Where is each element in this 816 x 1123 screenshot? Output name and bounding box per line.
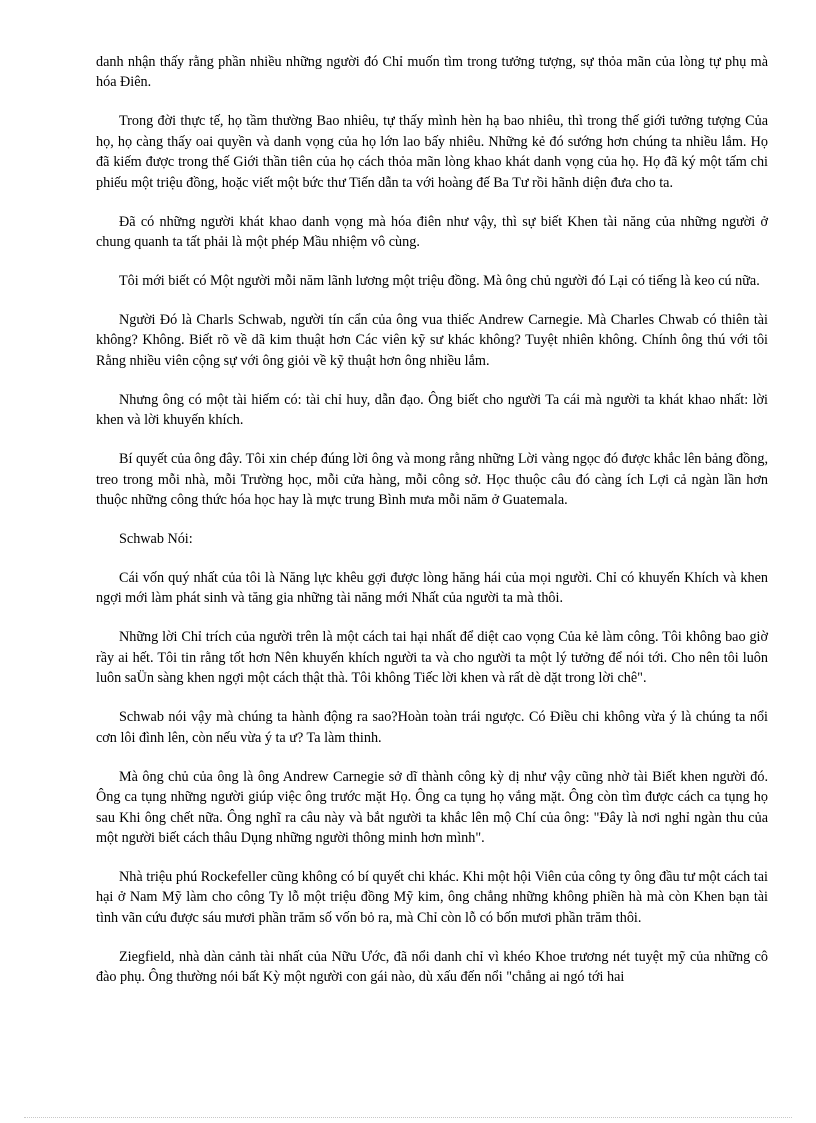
paragraph: Cái vốn quý nhất của tôi là Năng lực khêu gợi được lòng hăng hái của mọi người. Chỉ có khuyến Khích và khen ngợi mới làm phát sinh và tăng gia những tài năng mới Nhất của người ta mà thôi.: [96, 570, 768, 607]
paragraph: Schwab nói vậy mà chúng ta hành động ra sao?Hoàn toàn trái ngược. Có Điều chi không vừa ý là chúng ta nổi cơn lôi đình lên, còn nếu vừa ý ta ư? Ta làm thinh.: [96, 709, 768, 746]
paragraph: Những lời Chỉ trích của người trên là một cách tai hại nhất để diệt cao vọng Của kẻ làm công. Tôi không bao giờ rầy ai hết. Tôi tin rằng tốt hơn Nên khuyến khích người ta và cho người ta một lý tưởng để nói tới. Cho nên tôi luôn luôn saÜn sàng khen ngợi một cách thật thà. Tôi không Tiếc lời khen và rất dè dặt trong lời chê".: [96, 629, 768, 687]
paragraph: Nhưng ông có một tài hiếm có: tài chỉ huy, dẫn đạo. Ông biết cho người Ta cái mà người ta khát khao nhất: lời khen và lời khuyến khích.: [96, 391, 768, 429]
paragraph: Tôi mới biết có Một người mỗi năm lãnh lương một triệu đồng. Mà ông chủ người đó Lại có tiếng là keo cú nữa.: [119, 273, 760, 290]
paragraph: Ziegfield, nhà dàn cảnh tài nhất của Nữu Ước, đã nổi danh chỉ vì khéo Khoe trương nét tuyệt mỹ của những cô đào phụ. Ông thường nói bất Kỳ một người con gái nào, dù xấu đến nổi "chẳng ai ngó tới hai: [96, 948, 768, 986]
paragraph: Người Đó là Charls Schwab, người tín cẩn của ông vua thiếc Andrew Carnegie. Mà Charles Chwab có thiên tài không? Không. Biết rõ về dã kim thuật hơn Các viên kỹ sư khác không? Tuyệt nhiên không. Chính ông thú với tôi Rằng nhiều viên cộng sự với ông giỏi về kỹ thuật hơn ông nhiều lắm.: [96, 312, 768, 369]
paragraph: Nhà triệu phú Rockefeller cũng không có bí quyết chi khác. Khi một hội Viên của công ty ông đầu tư một cách tai hại ở Nam Mỹ làm cho công Ty lỗ một triệu đồng Mỹ kim, ông chẳng những không phiền hà mà còn Khen bạn tài tình vãn cứu được sáu mươi phần trăm số vốn bỏ ra, mà Chỉ còn lỗ có bốn mươi phần trăm thôi.: [96, 868, 768, 926]
paragraph: Bí quyết của ông đây. Tôi xin chép đúng lời ông và mong rằng những Lời vàng ngọc đó được khắc lên bảng đồng, treo trong mỗi nhà, mỗi Trường học, mỗi cửa hàng, mỗi công sở. Học thuộc câu đó càng ích Lợi cả ngàn lần hơn thuộc những công thức hóa học hay là mực trung Bình mưa mỗi năm ở Guatemala.: [96, 451, 768, 509]
paragraph: Đã có những người khát khao danh vọng mà hóa điên như vậy, thì sự biết Khen tài năng của những người ở chung quanh ta tất phải là một phép Mầu nhiệm vô cùng.: [96, 213, 768, 251]
page-bottom-divider: [24, 1117, 792, 1118]
paragraph: Mà ông chủ của ông là ông Andrew Carnegie sở dĩ thành công kỳ dị như vậy cũng nhờ tài Biết khen người đó. Ông ca tụng những người giúp việc ông trước mặt Họ. Ông ca tụng họ vắng mặt. Ông còn tìm được cách ca tụng họ sau Khi ông chết nữa. Ông nghĩ ra câu này và bắt người ta khắc lên mộ Chí của ông: "Đây là nơi nghỉ ngàn thu của một người biết cách thâu Dụng những người thông minh hơn mình".: [96, 768, 768, 846]
paragraph: Trong đời thực tế, họ tầm thường Bao nhiêu, tự thấy mình hèn hạ bao nhiêu, thì trong thế giới tưởng tượng Của họ, họ càng thấy oai quyền và danh vọng của họ lớn lao bấy nhiêu. Những kẻ đó sướng hơn chúng ta nhiều lắm. Họ đã kiếm được trong thế Giới thần tiên của họ cách thỏa mãn lòng khao khát danh vọng của họ. Họ đã ký một tấm chi phiếu một triệu đồng, hoặc viết một bức thư Tiến dẫn ta với hoàng đế Ba Tư rồi hãnh diện đưa cho ta.: [96, 113, 768, 191]
document-body: [96, 52, 768, 1006]
paragraph: danh nhận thấy rằng phần nhiều những người đó Chỉ muốn tìm trong tưởng tượng, sự thỏa mãn của lòng tự phụ mà hóa Điên.: [96, 54, 768, 91]
paragraph: Schwab Nói:: [119, 531, 193, 548]
